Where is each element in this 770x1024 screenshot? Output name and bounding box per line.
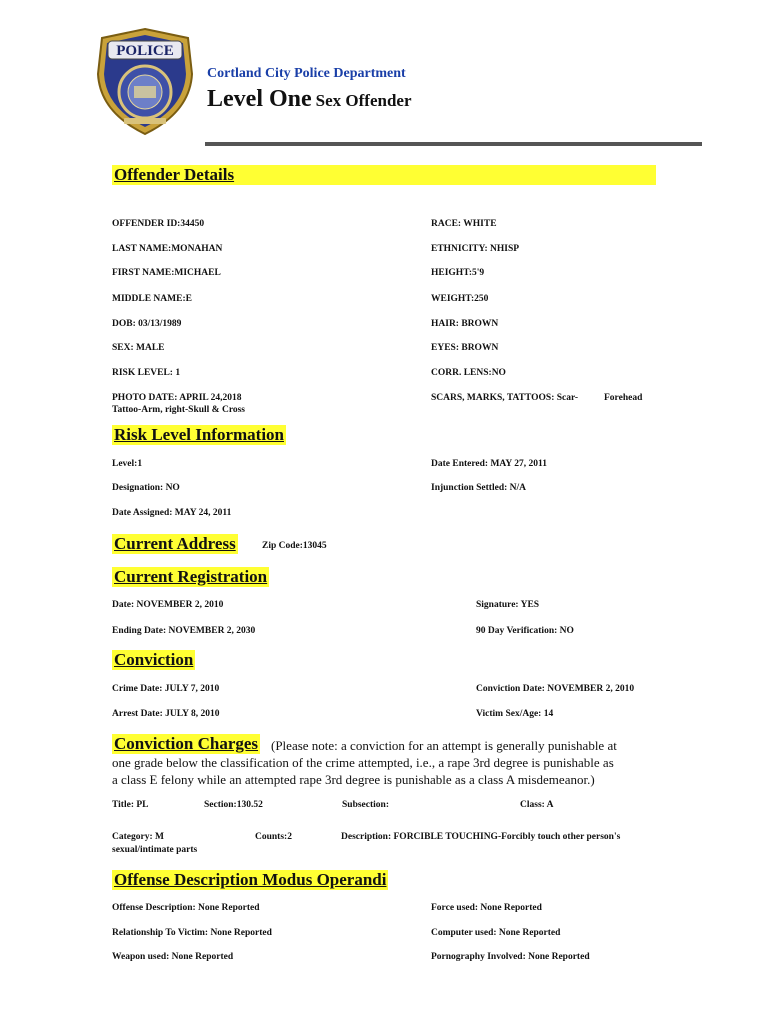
charge-section: Section:130.52 [204,800,263,810]
conviction-date: Conviction Date: NOVEMBER 2, 2010 [476,684,635,694]
eyes: EYES: BROWN [431,343,499,353]
offense-description: Offense Description: None Reported [112,903,260,913]
force-used: Force used: None Reported [431,903,542,913]
section-offender-details: Offender Details [112,165,656,185]
middle-name: MIDDLE NAME:E [112,294,192,304]
first-name: FIRST NAME:MICHAEL [112,268,221,278]
weight: WEIGHT:250 [431,294,489,304]
crime-date: Crime Date: JULY 7, 2010 [112,684,220,694]
charge-counts: Counts:2 [255,832,292,842]
offender-id: OFFENDER ID:34450 [112,219,205,229]
section-current-address: Current Address [114,534,236,553]
signature: Signature: YES [476,600,540,610]
level: Level:1 [112,459,143,469]
title-main: Level One [207,86,312,112]
police-badge [92,26,198,138]
date-entered: Date Entered: MAY 27, 2011 [431,459,548,469]
relationship-to-victim: Relationship To Victim: None Reported [112,928,272,938]
verification: 90 Day Verification: NO [476,626,574,636]
section-risk-level-information: Risk Level Information [114,425,284,444]
charge-class: Class: A [520,800,554,810]
police-badge-icon [92,26,198,138]
charges-note-line-2: one grade below the classification of the crime attempted, i.e., a rape 3rd degree is punishable as [112,755,614,770]
page-title [207,86,412,113]
section-current-registration: Current Registration [114,567,268,586]
risk-level: RISK LEVEL: 1 [112,368,181,378]
hair: HAIR: BROWN [431,319,499,329]
charge-category: Category: M [112,832,164,842]
charge-description-continued: sexual/intimate parts [112,845,198,855]
header-divider [205,142,702,146]
designation: Designation: NO [112,483,180,493]
charge-description: Description: FORCIBLE TOUCHING-Forcibly touch other person's [341,832,621,842]
height: HEIGHT:5'9 [431,268,485,278]
dob: DOB: 03/13/1989 [112,319,182,329]
zip-code: Zip Code:13045 [262,541,327,551]
arrest-date: Arrest Date: JULY 8, 2010 [112,709,220,719]
corrective-lens: CORR. LENS:NO [431,368,506,378]
computer-used: Computer used: None Reported [431,928,561,938]
ending-date: Ending Date: NOVEMBER 2, 2030 [112,626,256,636]
victim-sex-age: Victim Sex/Age: 14 [476,709,554,719]
section-conviction-charges: Conviction Charges [114,734,259,753]
scars-marks-tattoos: SCARS, MARKS, TATTOOS: Scar- [431,393,579,403]
sex: SEX: MALE [112,343,165,353]
badge-label: POLICE [116,43,174,59]
injunction-settled: Injunction Settled: N/A [431,483,527,493]
charges-note-line-3: a class E felony while an attempted rape 3rd degree is punishable as a class A misdemeanor.) [112,772,595,787]
pornography-involved: Pornography Involved: None Reported [431,952,590,962]
race: RACE: WHITE [431,219,497,229]
scars-location: Forehead [604,393,643,403]
weapon-used: Weapon used: None Reported [112,952,234,962]
charges-note-line-1: (Please note: a conviction for an attempt is generally punishable at [271,738,617,753]
section-conviction: Conviction [114,650,194,669]
tattoo-description: Tattoo-Arm, right-Skull & Cross [112,405,246,415]
title-sub: Sex Offender [315,91,412,110]
section-modus-operandi: Offense Description Modus Operandi [114,870,387,889]
date-assigned: Date Assigned: MAY 24, 2011 [112,508,232,518]
photo-date: PHOTO DATE: APRIL 24,2018 [112,393,242,403]
department-name: Cortland City Police Department [207,66,406,81]
ethnicity: ETHNICITY: NHISP [431,244,520,254]
charge-subsection: Subsection: [342,800,389,810]
charge-title: Title: PL [112,800,149,810]
last-name: LAST NAME:MONAHAN [112,244,223,254]
registration-date: Date: NOVEMBER 2, 2010 [112,600,224,610]
